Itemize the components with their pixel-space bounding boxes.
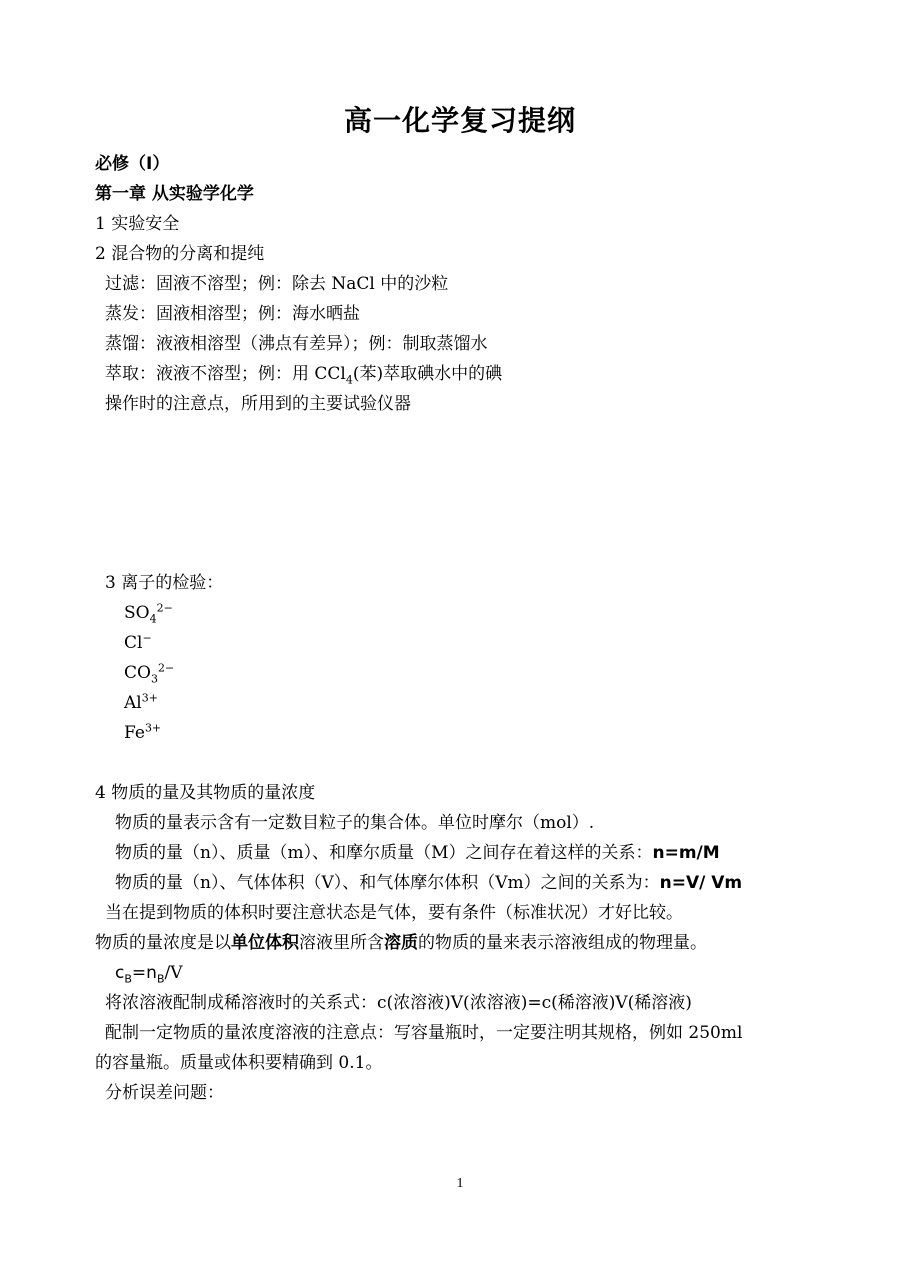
ion-charge: 3+ [144,721,162,735]
paragraph-dilution: 将浓溶液配制成稀溶液时的关系式：c(浓溶液)V(浓溶液)=c(稀溶液)V(稀溶液) [105,993,692,1013]
paragraph-gas-condition: 当在提到物质的体积时要注意状态是气体，要有条件（标准状况）才好比较。 [105,903,683,923]
evaporation-item: 蒸发：固液相溶型；例：海水晒盐 [105,304,360,324]
section-2-heading: 2 混合物的分离和提纯 [95,244,265,264]
formula-n-V-Vm: n=V/ Vm [659,873,743,893]
operation-note: 操作时的注意点，所用到的主要试验仪器 [105,394,411,414]
paragraph-preparation-notes: 配制一定物质的量浓度溶液的注意点：写容量瓶时，一定要注明其规格，例如 250ml [105,1023,743,1043]
document-title: 高一化学复习提纲 [343,104,576,137]
relation-text: 物质的量（n）、气体体积（V）、和气体摩尔体积（Vm）之间的关系为： [115,873,660,893]
extraction-text-rest: (苯)萃取碘水中的碘 [352,364,503,384]
paragraph-error-analysis: 分析误差问题： [105,1083,224,1103]
formula-n-m-M: n=m/M [652,843,720,863]
extraction-text: 萃取：液液不溶型；例：用 CCl [105,364,346,384]
paragraph-concentration-definition [95,932,707,954]
ion-sub: 3 [150,672,158,686]
formula-eq: =n [131,963,157,983]
page-number: 1 [456,1176,464,1191]
formula-c: c [115,963,125,983]
ion-charge: 3+ [141,691,158,705]
ion-base: Cl [124,633,143,653]
section-4-heading: 4 物质的量及其物质的量浓度 [95,783,316,803]
ion-iron [124,722,161,744]
emphasis-solute: 溶质 [384,933,418,953]
chapter-heading: 第一章 从实验学化学 [95,184,254,204]
subscript: 4 [345,373,353,387]
relation-text: 物质的量（n）、质量（m）、和摩尔质量（M）之间存在着这样的关系： [115,843,653,863]
formula-tail: /V [164,963,183,983]
section-1-heading: 1 实验安全 [95,214,180,234]
text: 物质的量浓度是以 [95,933,231,953]
ion-base: CO [124,663,151,683]
extraction-item [105,363,502,385]
ion-sub: 4 [149,612,157,626]
ion-sulfate [124,602,173,624]
distillation-item: 蒸馏：液液相溶型（沸点有差异）；例：制取蒸馏水 [105,334,488,354]
ion-carbonate [124,662,174,684]
paragraph-preparation-notes-cont: 的容量瓶。质量或体积要精确到 0.1。 [95,1053,383,1073]
text: 的物质的量来表示溶液组成的物理量。 [418,933,707,953]
ion-base: SO [124,603,150,623]
volume-heading: 必修（I） [95,154,170,174]
paragraph-mole-definition: 物质的量表示含有一定数目粒子的集合体。单位时摩尔（mol）. [115,813,595,833]
emphasis-unit-volume: 单位体积 [231,933,299,953]
formula-sub: B [156,972,165,986]
ion-charge: 2− [157,661,175,675]
text: 溶液里所含 [299,933,384,953]
ion-charge: − [142,631,152,645]
formula-concentration [115,962,183,984]
ion-aluminum [124,692,158,714]
section-3-heading: 3 离子的检验： [105,573,224,593]
filtration-item: 过滤：固液不溶型；例：除去 NaCl 中的沙粒 [105,274,449,294]
ion-chloride [124,632,152,654]
ion-base: Al [124,693,142,713]
formula-sub: B [124,972,132,986]
ion-charge: 2− [156,601,173,615]
paragraph-mass-relation [115,842,720,864]
ion-base: Fe [124,723,145,743]
paragraph-volume-relation [115,872,742,894]
